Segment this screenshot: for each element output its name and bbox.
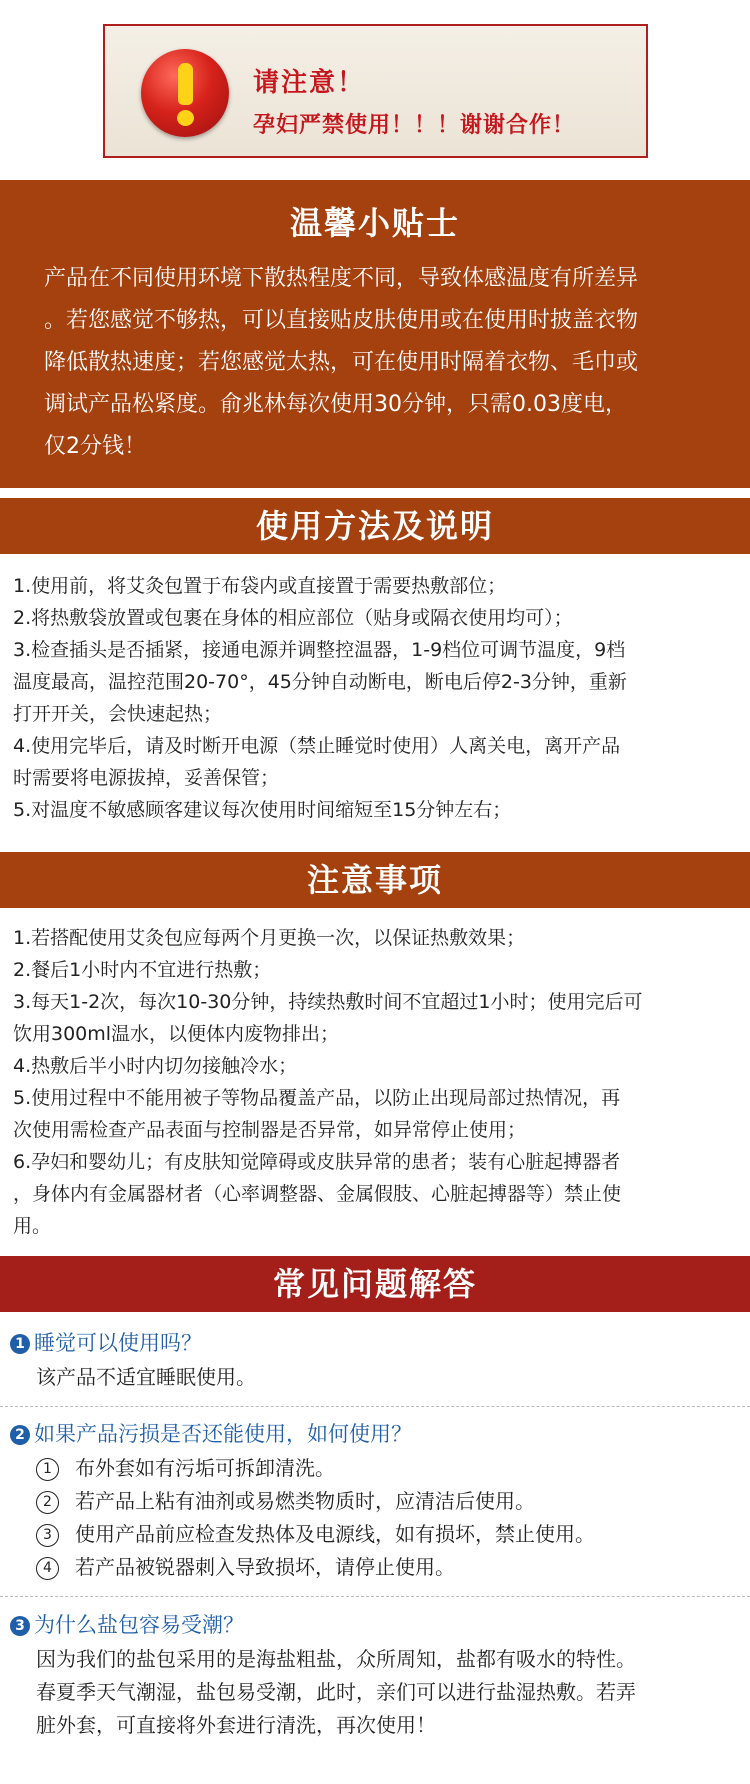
tips-line: 仅2分钱！ <box>44 434 146 459</box>
tips-line: 产品在不同使用环境下散热程度不同，导致体感温度有所差异 <box>44 266 639 291</box>
faq-sub-text: 若产品被锐器刺入导致损坏，请停止使用。 <box>75 1555 455 1579</box>
faq-answer-line: 该产品不适宜睡眠使用。 <box>36 1365 256 1389</box>
tips-body <box>44 258 714 468</box>
exclamation-icon <box>141 49 229 137</box>
cautions-line: 5.使用过程中不能用被子等物品覆盖产品，以防止出现局部过热情况，再 <box>13 1087 621 1109</box>
divider <box>0 1596 750 1597</box>
usage-line: 3.检查插头是否插紧，接通电源并调整控温器，1-9档位可调节温度，9档 <box>13 639 626 661</box>
usage-line: 2.将热敷袋放置或包裹在身体的相应部位（贴身或隔衣使用均可）； <box>13 607 573 629</box>
faq-sub-text: 若产品上粘有油剂或易燃类物质时，应清洁后使用。 <box>75 1489 535 1513</box>
usage-line: 温度最高，温控范围20-70°，45分钟自动断电，断电后停2-3分钟，重新 <box>13 671 627 693</box>
faq-question-text: 睡觉可以使用吗？ <box>34 1331 202 1355</box>
tips-line: 。若您感觉不够热，可以直接贴皮肤使用或在使用时披盖衣物 <box>44 308 639 333</box>
circled-1-icon: 1 <box>36 1458 59 1481</box>
faq-question-text: 为什么盐包容易受潮？ <box>34 1613 244 1637</box>
faq-answer-line: 春夏季天气潮湿，盐包易受潮，此时，亲们可以进行盐湿热敷。若弄 <box>36 1680 636 1704</box>
usage-title: 使用方法及说明 <box>0 498 750 554</box>
faq-answer-line: 因为我们的盐包采用的是海盐粗盐，众所周知，盐都有吸水的特性。 <box>36 1647 636 1671</box>
warning-title: 请注意！ <box>253 68 366 98</box>
faq-sub-item <box>36 1551 736 1584</box>
cautions-line: 6.孕妇和婴幼儿；有皮肤知觉障碍或皮肤异常的患者；装有心脏起搏器者 <box>13 1151 621 1173</box>
cautions-line: 4.热敷后半小时内切勿接触冷水； <box>13 1055 298 1077</box>
warning-message: 孕妇严禁使用！！！谢谢合作！ <box>253 113 576 138</box>
warning-banner <box>103 24 648 158</box>
cautions-title: 注意事项 <box>0 852 750 908</box>
circled-4-icon: 4 <box>36 1557 59 1580</box>
usage-line: 4.使用完毕后，请及时断开电源（禁止睡觉时使用）人离关电，离开产品 <box>13 735 621 757</box>
faq-title: 常见问题解答 <box>0 1256 750 1312</box>
usage-line: 时需要将电源拔掉，妥善保管； <box>13 767 280 789</box>
faq-question <box>10 1610 244 1640</box>
cautions-line: 1.若搭配使用艾灸包应每两个月更换一次，以保证热敷效果； <box>13 927 526 949</box>
tips-section <box>0 180 750 488</box>
usage-line: 5.对温度不敏感顾客建议每次使用时间缩短至15分钟左右； <box>13 799 512 821</box>
faq-sub-item <box>36 1518 736 1551</box>
cautions-list <box>13 922 741 1242</box>
faq-answer <box>36 1452 736 1584</box>
faq-sub-text: 使用产品前应检查发热体及电源线，如有损坏，禁止使用。 <box>75 1522 595 1546</box>
cautions-line: 2.餐后1小时内不宜进行热敷； <box>13 959 272 981</box>
tips-line: 降低散热速度；若您感觉太热，可在使用时隔着衣物、毛巾或 <box>44 350 639 375</box>
number-2-icon: 2 <box>10 1425 30 1445</box>
faq-sub-text: 布外套如有污垢可拆卸清洗。 <box>75 1456 335 1480</box>
faq-answer <box>36 1361 736 1394</box>
cautions-line: ，身体内有金属器材者（心率调整器、金属假肢、心脏起搏器等）禁止使 <box>13 1183 622 1205</box>
faq-question <box>10 1419 412 1449</box>
cautions-line: 次使用需检查产品表面与控制器是否异常，如异常停止使用； <box>13 1119 527 1141</box>
number-1-icon: 1 <box>10 1334 30 1354</box>
faq-answer-line: 脏外套，可直接将外套进行清洗，再次使用！ <box>36 1713 436 1737</box>
cautions-line: 3.每天1-2次，每次10-30分钟，持续热敷时间不宜超过1小时；使用完后可 <box>13 991 643 1013</box>
circled-2-icon: 2 <box>36 1491 59 1514</box>
tips-title: 温馨小贴士 <box>289 204 460 242</box>
faq-sub-item <box>36 1485 736 1518</box>
circled-3-icon: 3 <box>36 1524 59 1547</box>
faq-sub-item <box>36 1452 736 1485</box>
cautions-line: 用。 <box>13 1215 52 1237</box>
usage-line: 打开开关，会快速起热； <box>13 703 223 725</box>
divider <box>0 1406 750 1407</box>
faq-question <box>10 1328 202 1358</box>
cautions-line: 饮用300ml温水，以便体内废物排出； <box>13 1023 340 1045</box>
tips-line: 调试产品松紧度。俞兆林每次使用30分钟，只需0.03度电， <box>44 392 627 417</box>
number-3-icon: 3 <box>10 1616 30 1636</box>
faq-answer <box>36 1643 736 1742</box>
faq-question-text: 如果产品污损是否还能使用，如何使用？ <box>34 1422 412 1446</box>
usage-list <box>13 570 741 826</box>
usage-line: 1.使用前，将艾灸包置于布袋内或直接置于需要热敷部位； <box>13 575 507 597</box>
